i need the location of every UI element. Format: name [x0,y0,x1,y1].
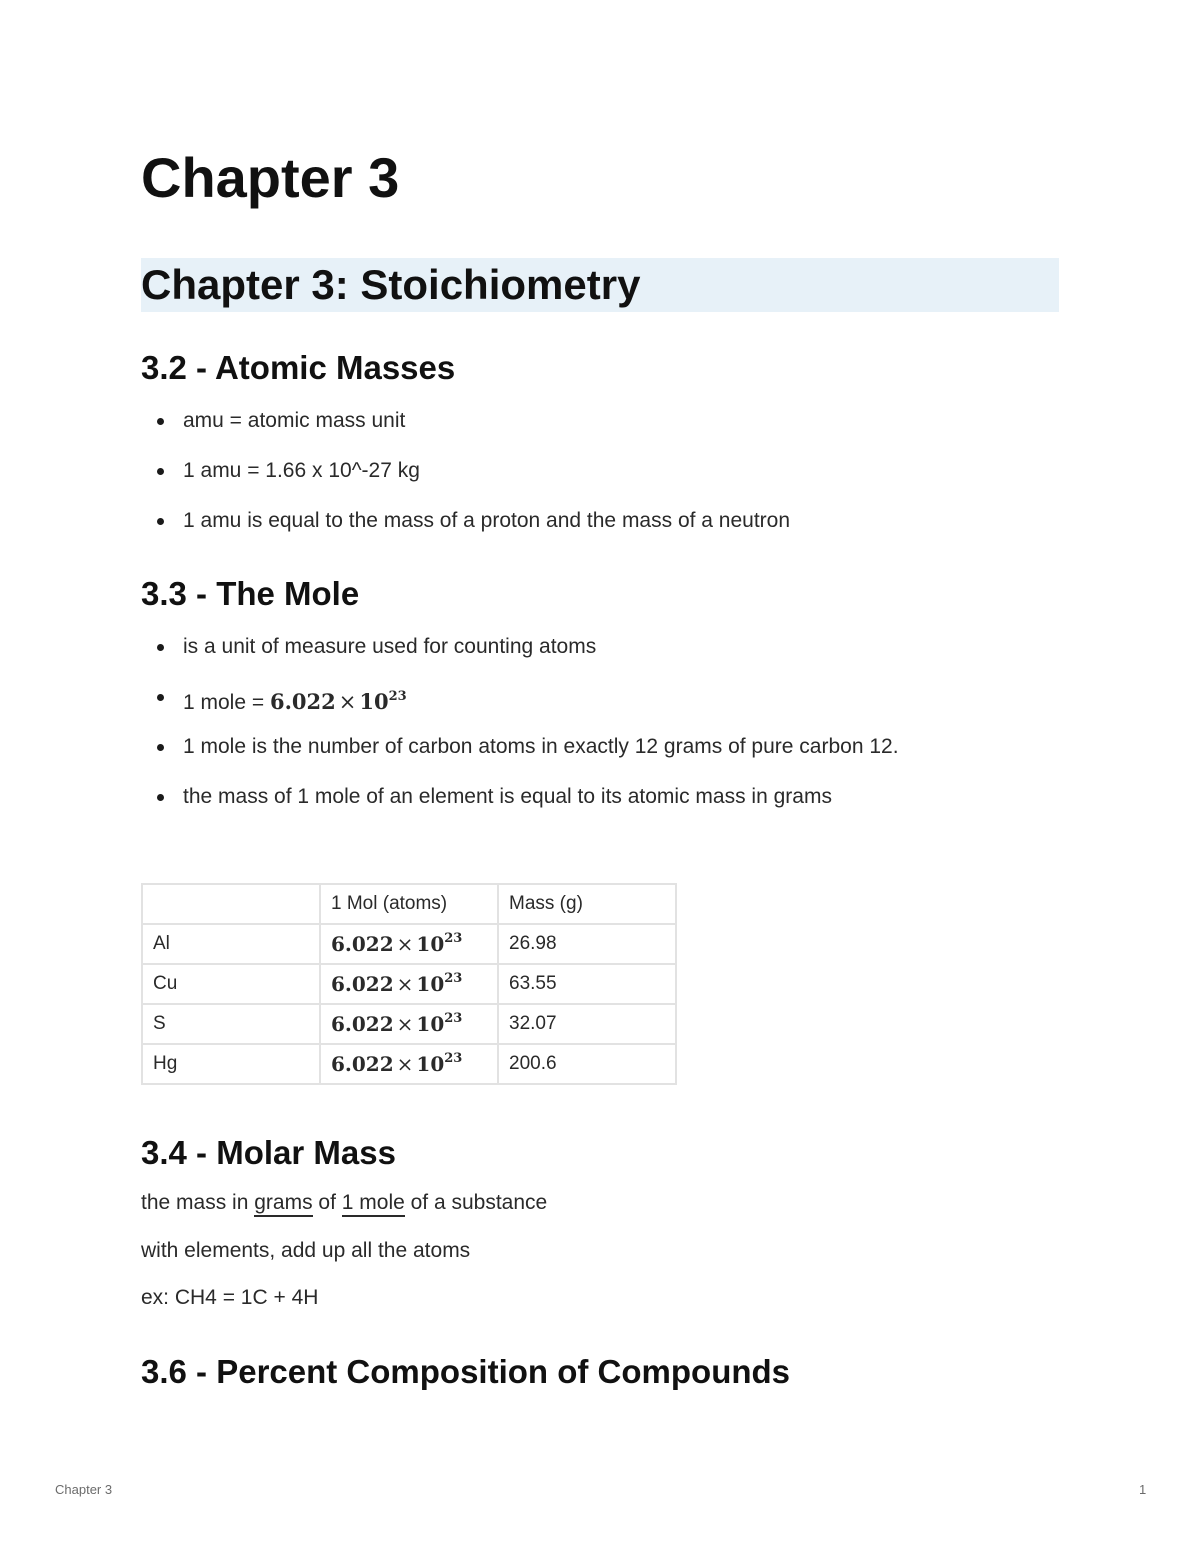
table-row [142,924,676,964]
underlined-term-one-mole: 1 mole [342,1191,405,1217]
mass-cell: 63.55 [498,964,676,1004]
bullet-icon [157,644,164,651]
list-item [141,785,899,835]
cell-exponent: 23 [444,931,463,946]
cell-mantissa: 6.022 [331,1012,394,1036]
bullet-icon [157,744,164,751]
mass-cell: 26.98 [498,924,676,964]
equation-base: 10 [359,689,389,714]
underlined-term-grams: grams [254,1191,312,1217]
bullet-icon [157,694,164,701]
list-item-text: 1 mole = [183,691,270,714]
list-item-text: is a unit of measure used for counting atoms [183,635,597,658]
element-cell: Cu [142,964,320,1004]
mole-value-equation [270,689,407,714]
list-item-text: the mass of 1 mole of an element is equal to its atomic mass in grams [183,785,832,808]
list-item [141,409,790,459]
times-sign: × [396,1052,414,1076]
list-item [141,735,899,785]
table-header-cell: Mass (g) [498,884,676,924]
table-row [142,964,676,1004]
list-item [141,635,899,685]
atoms-cell [320,1044,498,1084]
atoms-cell [320,924,498,964]
the-mole-list [141,635,899,835]
table-header-cell: 1 Mol (atoms) [320,884,498,924]
table-header-cell [142,884,320,924]
list-item-text: 1 amu = 1.66 x 10^-27 kg [183,459,420,482]
section-heading-percent-composition: 3.6 - Percent Composition of Compounds [141,1353,791,1390]
table-header-row [142,884,676,924]
atoms-cell [320,1004,498,1044]
bullet-icon [157,418,164,425]
molar-mass-example: ex: CH4 = 1C + 4H [141,1286,319,1309]
footer-document-title: Chapter 3 [55,1482,113,1497]
list-item-text: 1 mole is the number of carbon atoms in exactly 12 grams of pure carbon 12. [183,735,899,758]
element-cell: S [142,1004,320,1044]
document-title: Chapter 3 [141,146,400,209]
list-item-text: amu = atomic mass unit [183,409,406,432]
list-item [141,459,790,509]
cell-base: 10 [416,932,445,956]
cell-base: 10 [416,972,445,996]
cell-exponent: 23 [444,1011,463,1026]
molar-mass-definition [141,1190,547,1216]
cell-mantissa: 6.022 [331,972,394,996]
atomic-masses-list [141,409,790,559]
element-cell: Al [142,924,320,964]
bullet-icon [157,518,164,525]
molar-mass-note: with elements, add up all the atoms [141,1239,471,1262]
element-cell: Hg [142,1044,320,1084]
list-item [141,509,790,559]
paragraph-text: of [312,1191,342,1214]
equation-mantissa: 6.022 [269,689,336,714]
section-heading-molar-mass: 3.4 - Molar Mass [141,1134,396,1171]
list-item [141,685,899,735]
chapter-heading-block [141,258,1059,312]
mass-cell: 200.6 [498,1044,676,1084]
bullet-icon [157,468,164,475]
equation-exponent: 23 [388,689,407,704]
chapter-heading: Chapter 3: Stoichiometry [141,261,641,308]
bullet-icon [157,794,164,801]
section-heading-atomic-masses: 3.2 - Atomic Masses [141,349,456,386]
footer-page-number: 1 [1139,1482,1147,1497]
cell-base: 10 [416,1052,445,1076]
table-row [142,1044,676,1084]
mass-cell: 32.07 [498,1004,676,1044]
cell-exponent: 23 [444,971,463,986]
times-sign: × [396,932,414,956]
times-sign: × [396,1012,414,1036]
section-heading-the-mole: 3.3 - The Mole [141,575,360,612]
times-sign: × [338,690,357,714]
times-sign: × [396,972,414,996]
list-item-text: 1 amu is equal to the mass of a proton and the mass of a neutron [183,509,791,532]
cell-mantissa: 6.022 [331,932,394,956]
cell-exponent: 23 [444,1051,463,1066]
paragraph-text: of a substance [404,1191,548,1214]
cell-base: 10 [416,1012,445,1036]
cell-mantissa: 6.022 [331,1052,394,1076]
paragraph-text: the mass in [141,1191,255,1214]
mole-table [141,883,677,1085]
atoms-cell [320,964,498,1004]
table-row [142,1004,676,1044]
